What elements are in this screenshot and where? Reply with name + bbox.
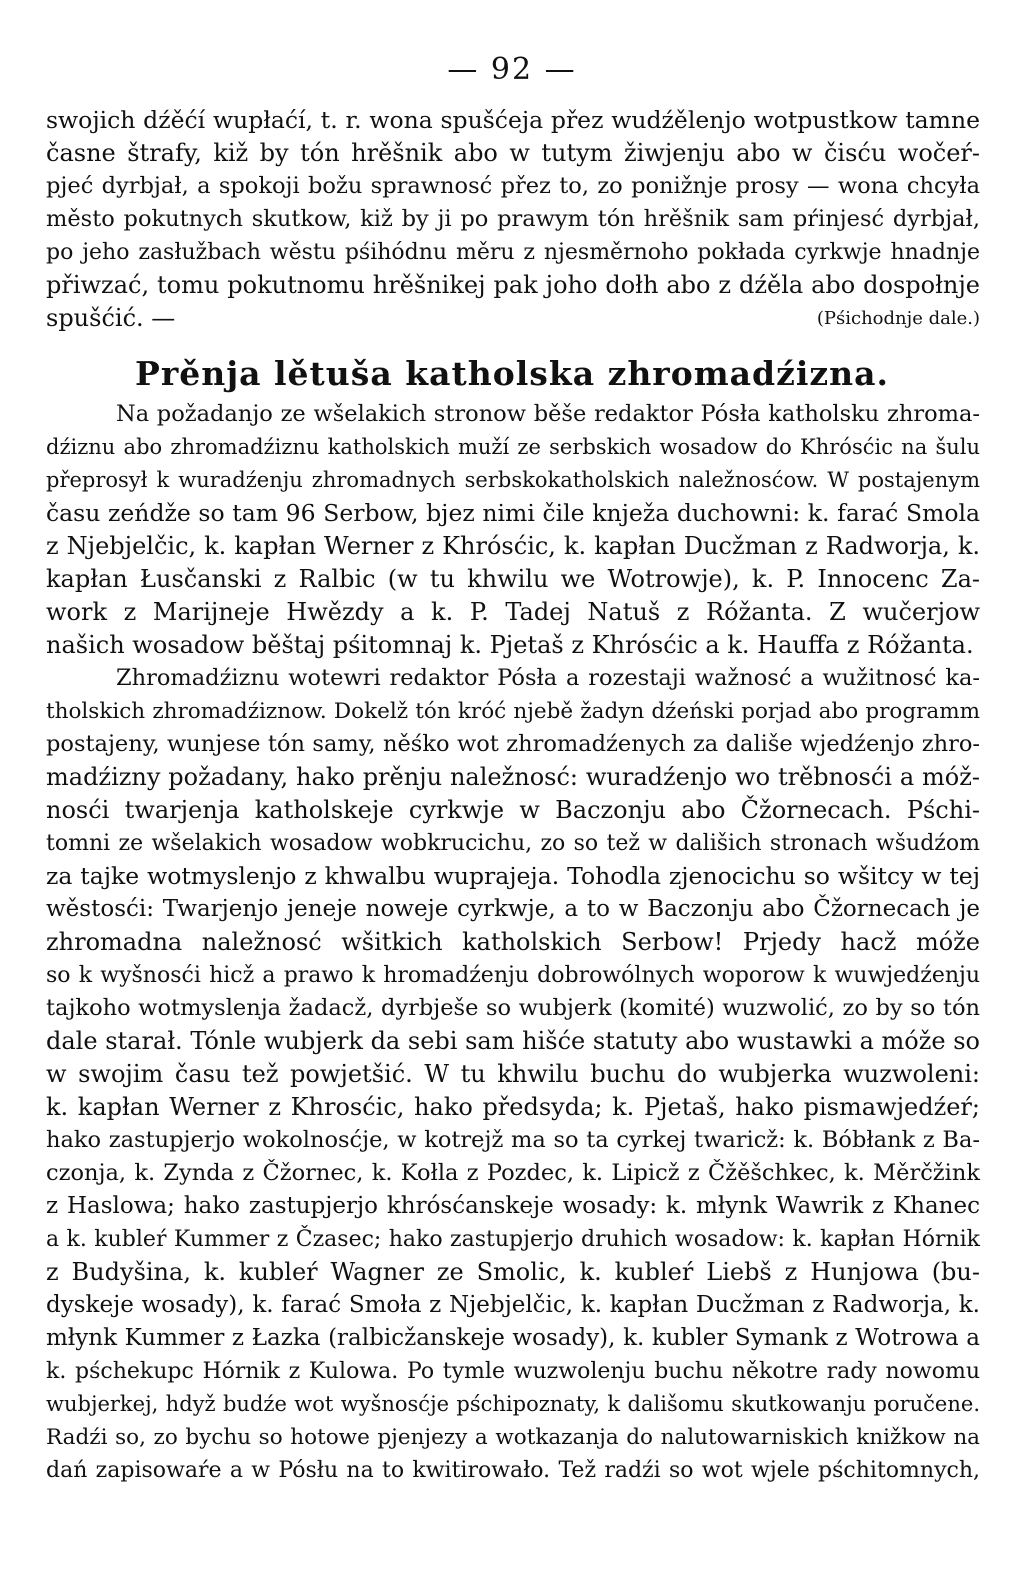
continued-note: (Pśichodnje dale.) xyxy=(816,308,980,329)
text-line: Na požadanjo ze wšelakich stronow běše redaktor Pósła katholsku zhroma- xyxy=(116,401,980,427)
text-line-last xyxy=(46,302,980,335)
text-line: času zeńdže so tam 96 Serbow, bjez nimi čile knježa duchowni: k. farać Smola xyxy=(46,499,980,527)
text-line: Zhromadźiznu wotewri redaktor Pósła a rozestaji wažnosć a wužitnosć ka- xyxy=(116,665,980,691)
text-line: work z Marijneje Hwězdy a k. P. Tadej Natuš z Róžanta. Z wučerjow xyxy=(46,598,980,626)
text-line: k. kapłan Werner z Khrosćic, hako předsyda; k. Pjetaš, hako pismawjedźeŕ; xyxy=(46,1093,980,1121)
text-line: so k wyšnosći hicž a prawo k hromadźenju dobrowólnych woporow k wuwjedźenju xyxy=(46,963,980,988)
text-line: časne štrafy, kiž by tón hrěšnik abo w tutym žiwjenju abo w čisću wočeŕ- xyxy=(46,139,980,167)
text-line: z Budyšina, k. kubleŕ Wagner ze Smolic, k. kubleŕ Liebš z Hunjowa (bu- xyxy=(46,1258,980,1286)
text-line: wubjerkej, hdyž budźe wot wyšnosćje pśchipoznaty, k dališomu skutkowanju poručene. xyxy=(46,1392,980,1416)
text-line: dźiznu abo zhromadźiznu katholskich muží ze serbskich wosadow do Khrósćic na šulu xyxy=(46,435,980,459)
text-line: pjeć dyrbjał, a spokoji božu sprawnosć přez to, zo ponižnje prosy — wona chcyła xyxy=(46,173,980,199)
text-line: přiwzać, tomu pokutnomu hrěšnikej pak joho dołh abo z dźěla abo dospołnje xyxy=(46,271,980,299)
last-line-text: spušćić. — xyxy=(46,304,176,332)
page-number: — 92 — xyxy=(447,52,577,87)
text-line: wěstosći: Twarjenjo jeneje noweje cyrkwje, a to w Baczonju abo Čžornecach je xyxy=(46,896,980,922)
text-line: za tajke wotmyslenjo z khwalbu wuprajeja. Tohodla zjenocichu so wšitcy w tej xyxy=(46,862,980,890)
text-line: dań zapisowaŕe a w Pósłu na to kwitirowało. Tež radźi so wot wjele pśchitomnych, xyxy=(46,1458,980,1483)
text-line: k. pśchekupc Hórnik z Kulowa. Po tymle wuzwolenju buchu někotre rady nowomu xyxy=(46,1359,980,1384)
text-line: město pokutnych skutkow, kiž by ji po prawym tón hrěšnik sam pŕinjesć dyrbjał, xyxy=(46,206,980,232)
paragraph-1 xyxy=(46,398,980,662)
text-line: hako zastupjerjo wokolnosćje, w kotrejž ma so ta cyrkej twaricž: k. Bóbłank z Ba- xyxy=(46,1127,980,1153)
text-line: z Haslowa; hako zastupjerjo khrósćanskeje wosady: k. młynk Wawrik z Khanec xyxy=(46,1193,980,1219)
paragraph-2 xyxy=(46,662,980,1487)
text-line: tajkoho wotmyslenja žadacž, dyrbješe so wubjerk (komité) wuzwolić, zo by so tón xyxy=(46,995,980,1021)
text-line: w swojim času tež powjetšić. W tu khwilu buchu do wubjerka wuzwoleni: xyxy=(46,1060,980,1088)
text-line: młynk Kummer z Łazka (ralbicžanskeje wosady), k. kubler Symank z Wotrowa a xyxy=(46,1325,980,1351)
text-line: dale starał. Tónle wubjerk da sebi sam hišće statuty abo wustawki a móže so xyxy=(46,1027,980,1055)
text-line: czonja, k. Zynda z Čžornec, k. Kołla z Pozdec, k. Lipicž z Čžěšchkec, k. Měrčžink xyxy=(46,1160,980,1186)
text-line: a k. kubleŕ Kummer z Čzasec; hako zastupjerjo druhich wosadow: k. kapłan Hórnik xyxy=(46,1227,980,1252)
section-body xyxy=(46,398,980,1487)
text-line: Radźi so, zo bychu so hotowe pjenjezy a wotkazanja do nalutowarniskich knižkow na xyxy=(46,1425,980,1450)
text-line: dyskeje wosady), k. farać Smoła z Njebjelčic, k. kapłan Ducžman z Radworja, k. xyxy=(46,1292,980,1318)
text-line: po jeho zasłužbach wěstu pśihódnu měru z njesměrnoho pokłada cyrkwje hnadnje xyxy=(46,240,980,265)
text-line: tholskich zhromadźiznow. Dokelž tón króć njebě žadyn dźeński porjad abo programm xyxy=(46,699,980,724)
text-line: našich wosadow běštaj pśitomnaj k. Pjetaš z Khrósćic a k. Hauffa z Róžanta. xyxy=(46,631,974,659)
intro-paragraph xyxy=(46,104,980,335)
text-line: madźizny požadany, hako prěnju naležnosć: wuradźenjo wo trěbnosći a móž- xyxy=(46,763,980,791)
text-line: postajeny, wunjese tón samy, něśko wot zhromadźenych za dališe wjedźenjo zhro- xyxy=(46,731,980,757)
text-line: přeprosył k wuradźenju zhromadnych serbskokatholskich naležnosćow. W postajenym xyxy=(46,468,980,492)
text-line: nosći twarjenja katholskeje cyrkwje w Baczonju abo Čžornecach. Pśchi- xyxy=(46,796,980,824)
text-line: tomni ze wšelakich wosadow wobkrucichu, zo so tež w dališich stronach wšudźom xyxy=(46,831,980,856)
text-line: kapłan Łusčanski z Ralbic (w tu khwilu we Wotrowje), k. P. Innocenc Za- xyxy=(46,565,980,593)
text-line: swojich dźěćí wupłaćí, t. r. wona spušćeja přez wudźělenjo wotpustkow tamne xyxy=(46,106,980,134)
section-heading: Prěnja lětuša katholska zhromadźizna. xyxy=(135,354,889,393)
text-line: zhromadna naležnosć wšitkich katholskich Serbow! Prjedy hacž móže xyxy=(46,928,980,956)
text-line: z Njebjelčic, k. kapłan Werner z Khrósćic, k. kapłan Ducžman z Radworja, k. xyxy=(46,532,980,560)
